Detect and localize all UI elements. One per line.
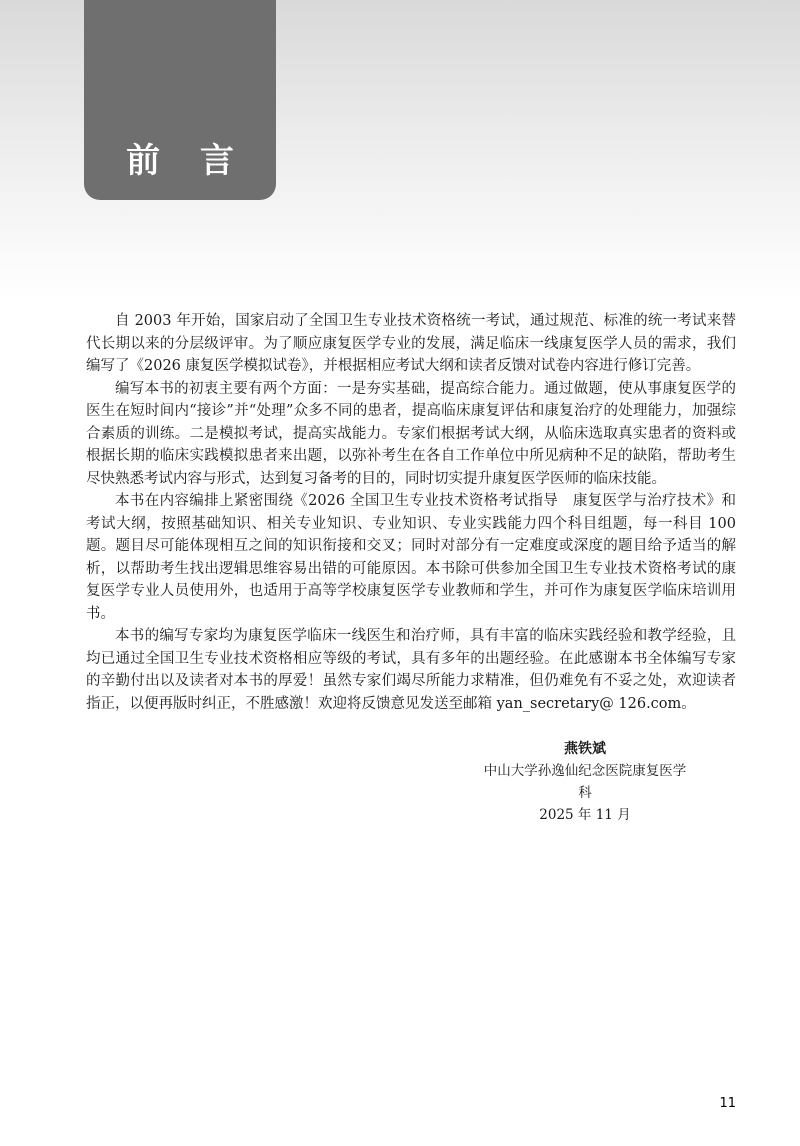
author-affiliation: 中山大学孙逸仙纪念医院康复医学科 xyxy=(483,763,687,801)
signature-date: 2025 年 11 月 xyxy=(539,807,631,823)
paragraph-2: 编写本书的初衷主要有两个方面：一是夯实基础，提高综合能力。通过做题，使从事康复医学的医生在短时间内“接诊”并“处理”众多不同的患者，提高临床康复评估和康复治疗的处理能力，加强综合素质的训练。二是模拟考试，提高实战能力。专家们根据考试大纲，从临床选取真实患者的资料或根据长期的临床实践模拟患者来出题，以弥补考生在各自工作单位中所见病种不足的缺陷，帮助考生尽快熟悉考试内容与形式，达到复习备考的目的，同时切实提升康复医学医师的临床技能。 xyxy=(86,380,736,487)
title-tab xyxy=(84,0,276,200)
page-title: 前 言 xyxy=(126,141,248,181)
preface-body xyxy=(86,310,736,715)
paragraph-3: 本书在内容编排上紧密围绕《2026 全国卫生专业技术资格考试指导 康复医学与治疗技术》和考试大纲，按照基础知识、相关专业知识、专业知识、专业实践能力四个科目组题，每一科目 100 题。题目尽可能体现相互之间的知识衔接和交叉；同时对部分有一定难度或深度的题目给予适当的解析，以帮助考生找出逻辑思维容易出错的可能原因。本书除可供参加全国卫生专业技术资格考试的康复医学专业人员使用外，也适用于高等学校康复医学专业教师和学生，并可作为康复医学临床培训用书。 xyxy=(86,493,736,622)
page-number: 11 xyxy=(719,1096,736,1111)
signature-block xyxy=(480,738,690,826)
paragraph-1: 自 2003 年开始，国家启动了全国卫生专业技术资格统一考试，通过规范、标准的统一考试来替代长期以来的分层级评审。为了顺应康复医学专业的发展，满足临床一线康复医学人员的需求，我们编写了《2026 康复医学模拟试卷》，并根据相应考试大纲和读者反馈对试卷内容进行修订完善。 xyxy=(86,313,736,374)
author-name: 燕铁斌 xyxy=(564,741,606,757)
paragraph-4: 本书的编写专家均为康复医学临床一线医生和治疗师，具有丰富的临床实践经验和教学经验，且均已通过全国卫生专业技术资格相应等级的考试，具有多年的出题经验。在此感谢本书全体编写专家的辛勤付出以及读者对本书的厚爱！虽然专家们竭尽所能力求精准，但仍难免有不妥之处，欢迎读者指正，以便再版时纠正，不胜感激！欢迎将反馈意见发送至邮箱 yan_secretary@ 126.com。 xyxy=(86,628,736,712)
